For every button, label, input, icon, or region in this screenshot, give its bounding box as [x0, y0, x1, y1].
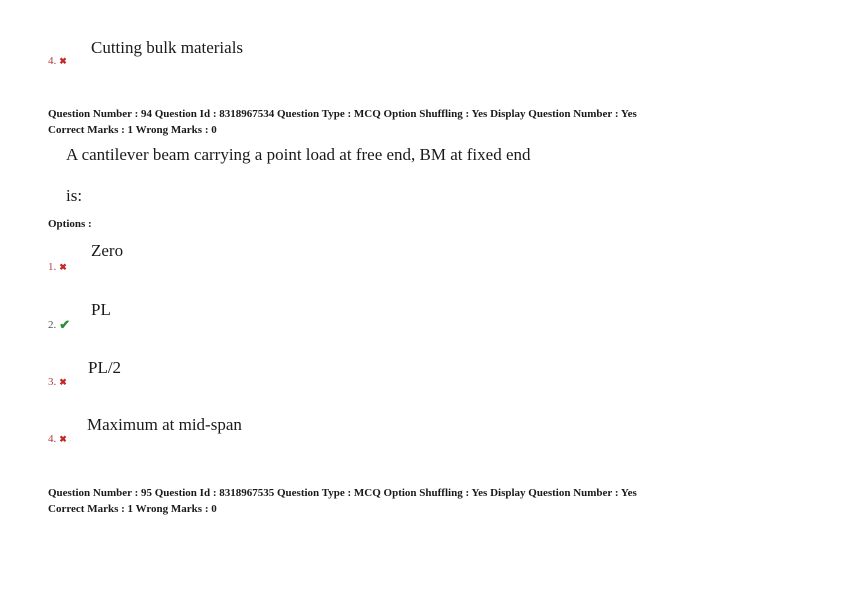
cross-icon: ✖: [59, 376, 67, 387]
check-icon: ✔: [59, 317, 71, 332]
question-meta: Question Number : 94 Question Id : 8318967534 Question Type : MCQ Option Shuffling : Yes Display Question Number : Yes: [48, 108, 637, 120]
option-number: [48, 376, 67, 388]
option-number: [48, 433, 67, 445]
option-text: Maximum at mid-span: [87, 415, 242, 434]
question-marks: Correct Marks : 1 Wrong Marks : 0: [48, 124, 217, 136]
cross-icon: ✖: [59, 261, 67, 272]
question-marks: Correct Marks : 1 Wrong Marks : 0: [48, 503, 217, 515]
cross-icon: ✖: [59, 433, 67, 444]
cross-icon: ✖: [59, 55, 67, 66]
option-number-label: 3.: [48, 376, 57, 388]
option-number: [48, 317, 70, 333]
option-number-label: 4.: [48, 433, 57, 445]
option-text: Cutting bulk materials: [91, 38, 244, 57]
option-number: [48, 55, 67, 67]
option-number: [48, 261, 67, 273]
option-number-label: 2.: [48, 319, 57, 331]
option-text: Zero: [91, 241, 124, 260]
option-text: PL/2: [88, 358, 122, 377]
question-text-continued: is:: [66, 186, 83, 205]
option-number-label: 1.: [48, 261, 57, 273]
option-text: PL: [91, 300, 111, 319]
option-number-label: 4.: [48, 55, 57, 67]
options-label: Options :: [48, 218, 92, 230]
question-meta: Question Number : 95 Question Id : 8318967535 Question Type : MCQ Option Shuffling : Yes Display Question Number : Yes: [48, 487, 637, 499]
question-text: A cantilever beam carrying a point load at free end, BM at fixed end: [66, 145, 531, 164]
